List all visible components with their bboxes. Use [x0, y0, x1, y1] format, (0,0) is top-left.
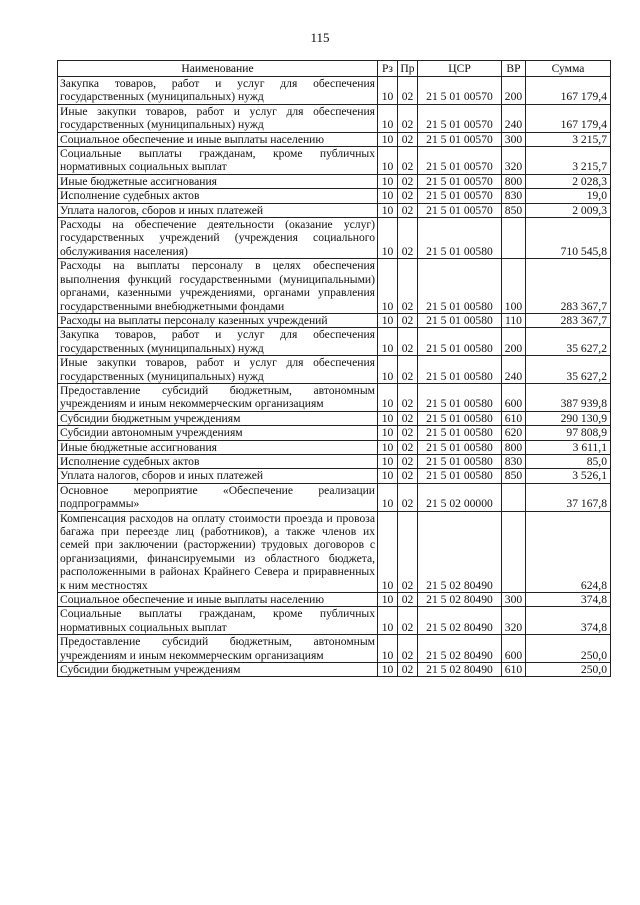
cell-pr: 02 — [398, 426, 418, 440]
table-row — [58, 259, 611, 314]
cell-vr: 320 — [502, 607, 526, 635]
cell-csr: 21 5 01 00580 — [418, 469, 502, 483]
cell-vr: 800 — [502, 440, 526, 454]
cell-name: Иные закупки товаров, работ и услуг для обеспечения государственных (муниципальных) нужд — [58, 356, 378, 384]
cell-name: Закупка товаров, работ и услуг для обеспечения государственных (муниципальных) нужд — [58, 328, 378, 356]
cell-csr: 21 5 02 80490 — [418, 593, 502, 607]
table-row — [58, 469, 611, 483]
header-pr: Пр — [398, 61, 418, 77]
cell-rz: 10 — [378, 663, 398, 677]
cell-name: Субсидии автономным учреждениям — [58, 426, 378, 440]
cell-csr: 21 5 02 80490 — [418, 607, 502, 635]
table-row — [58, 411, 611, 425]
cell-vr — [502, 511, 526, 592]
cell-sum: 3 526,1 — [526, 469, 611, 483]
cell-sum: 250,0 — [526, 635, 611, 663]
cell-csr: 21 5 01 00580 — [418, 454, 502, 468]
cell-rz: 10 — [378, 104, 398, 132]
cell-name: Исполнение судебных актов — [58, 454, 378, 468]
cell-rz: 10 — [378, 147, 398, 175]
cell-name: Иные бюджетные ассигнования — [58, 440, 378, 454]
cell-rz: 10 — [378, 189, 398, 203]
cell-pr: 02 — [398, 440, 418, 454]
budget-table — [57, 60, 611, 677]
table-row — [58, 454, 611, 468]
cell-rz: 10 — [378, 593, 398, 607]
cell-sum: 3 611,1 — [526, 440, 611, 454]
table-row — [58, 483, 611, 511]
cell-vr: 850 — [502, 203, 526, 217]
cell-pr: 02 — [398, 469, 418, 483]
cell-sum: 374,8 — [526, 607, 611, 635]
cell-rz: 10 — [378, 454, 398, 468]
table-row — [58, 132, 611, 146]
cell-pr: 02 — [398, 593, 418, 607]
cell-vr: 830 — [502, 189, 526, 203]
cell-sum: 290 130,9 — [526, 411, 611, 425]
cell-vr: 240 — [502, 356, 526, 384]
cell-rz: 10 — [378, 411, 398, 425]
cell-vr: 300 — [502, 132, 526, 146]
cell-pr: 02 — [398, 635, 418, 663]
cell-rz: 10 — [378, 77, 398, 105]
cell-csr: 21 5 02 80490 — [418, 511, 502, 592]
cell-rz: 10 — [378, 313, 398, 327]
table-row — [58, 218, 611, 259]
cell-csr: 21 5 02 00000 — [418, 483, 502, 511]
table-row — [58, 426, 611, 440]
cell-pr: 02 — [398, 328, 418, 356]
cell-csr: 21 5 01 00580 — [418, 383, 502, 411]
cell-sum: 35 627,2 — [526, 328, 611, 356]
cell-name: Расходы на выплаты персоналу казенных учреждений — [58, 313, 378, 327]
cell-sum: 374,8 — [526, 593, 611, 607]
cell-csr: 21 5 02 80490 — [418, 663, 502, 677]
cell-csr: 21 5 01 00570 — [418, 174, 502, 188]
cell-csr: 21 5 01 00570 — [418, 132, 502, 146]
cell-csr: 21 5 01 00570 — [418, 189, 502, 203]
cell-pr: 02 — [398, 259, 418, 314]
header-csr: ЦСР — [418, 61, 502, 77]
cell-name: Компенсация расходов на оплату стоимости проезда и провоза багажа при переезде лиц (работников), а также членов их семей при заключении (расторжении) трудовых договоров с организациями, финансируемыми из областного бюджета, расположенными в районах Крайнего Севера и приравненных к ним местностях — [58, 511, 378, 592]
cell-csr: 21 5 01 00580 — [418, 440, 502, 454]
cell-csr: 21 5 01 00570 — [418, 147, 502, 175]
cell-csr: 21 5 01 00580 — [418, 218, 502, 259]
table-row — [58, 356, 611, 384]
cell-vr: 600 — [502, 635, 526, 663]
cell-sum: 3 215,7 — [526, 147, 611, 175]
cell-vr: 110 — [502, 313, 526, 327]
cell-sum: 387 939,8 — [526, 383, 611, 411]
cell-pr: 02 — [398, 607, 418, 635]
cell-sum: 2 028,3 — [526, 174, 611, 188]
cell-vr: 600 — [502, 383, 526, 411]
cell-pr: 02 — [398, 383, 418, 411]
cell-csr: 21 5 02 80490 — [418, 635, 502, 663]
cell-pr: 02 — [398, 663, 418, 677]
cell-rz: 10 — [378, 218, 398, 259]
table-row — [58, 77, 611, 105]
cell-vr: 240 — [502, 104, 526, 132]
table-row — [58, 174, 611, 188]
cell-rz: 10 — [378, 259, 398, 314]
table-row — [58, 511, 611, 592]
cell-sum: 283 367,7 — [526, 259, 611, 314]
cell-name: Социальное обеспечение и иные выплаты населению — [58, 593, 378, 607]
cell-sum: 2 009,3 — [526, 203, 611, 217]
table-row — [58, 189, 611, 203]
cell-name: Расходы на выплаты персоналу в целях обеспечения выполнения функций государственными (муниципальными) органами, казенными учреждениями, органами управления государственными внебюджетными фондами — [58, 259, 378, 314]
cell-pr: 02 — [398, 411, 418, 425]
cell-csr: 21 5 01 00570 — [418, 77, 502, 105]
cell-pr: 02 — [398, 104, 418, 132]
cell-sum: 35 627,2 — [526, 356, 611, 384]
cell-rz: 10 — [378, 383, 398, 411]
page-number: 115 — [310, 30, 330, 45]
cell-rz: 10 — [378, 328, 398, 356]
cell-sum: 624,8 — [526, 511, 611, 592]
cell-sum: 167 179,4 — [526, 77, 611, 105]
cell-pr: 02 — [398, 483, 418, 511]
cell-csr: 21 5 01 00580 — [418, 313, 502, 327]
cell-vr: 100 — [502, 259, 526, 314]
cell-pr: 02 — [398, 77, 418, 105]
cell-name: Предоставление субсидий бюджетным, автономным учреждениям и иным некоммерческим организациям — [58, 383, 378, 411]
cell-csr: 21 5 01 00580 — [418, 259, 502, 314]
cell-name: Основное мероприятие «Обеспечение реализации подпрограммы» — [58, 483, 378, 511]
cell-name: Расходы на обеспечение деятельности (оказание услуг) государственных учреждений (учреждения социального обслуживания населения) — [58, 218, 378, 259]
cell-csr: 21 5 01 00570 — [418, 203, 502, 217]
cell-vr: 850 — [502, 469, 526, 483]
cell-csr: 21 5 01 00580 — [418, 328, 502, 356]
cell-pr: 02 — [398, 313, 418, 327]
cell-name: Уплата налогов, сборов и иных платежей — [58, 469, 378, 483]
cell-vr: 610 — [502, 663, 526, 677]
cell-sum: 85,0 — [526, 454, 611, 468]
cell-pr: 02 — [398, 147, 418, 175]
table-row — [58, 203, 611, 217]
cell-name: Уплата налогов, сборов и иных платежей — [58, 203, 378, 217]
cell-rz: 10 — [378, 511, 398, 592]
cell-vr: 830 — [502, 454, 526, 468]
cell-csr: 21 5 01 00580 — [418, 426, 502, 440]
cell-name: Иные закупки товаров, работ и услуг для обеспечения государственных (муниципальных) нужд — [58, 104, 378, 132]
cell-pr: 02 — [398, 454, 418, 468]
table-row — [58, 607, 611, 635]
cell-vr: 300 — [502, 593, 526, 607]
cell-rz: 10 — [378, 607, 398, 635]
table-row — [58, 383, 611, 411]
cell-name: Предоставление субсидий бюджетным, автономным учреждениям и иным некоммерческим организациям — [58, 635, 378, 663]
table-row — [58, 593, 611, 607]
cell-vr: 200 — [502, 328, 526, 356]
cell-sum: 37 167,8 — [526, 483, 611, 511]
cell-vr: 320 — [502, 147, 526, 175]
table-row — [58, 147, 611, 175]
cell-vr — [502, 218, 526, 259]
cell-pr: 02 — [398, 132, 418, 146]
header-name: Наименование — [58, 61, 378, 77]
cell-rz: 10 — [378, 174, 398, 188]
cell-rz: 10 — [378, 356, 398, 384]
header-rz: Рз — [378, 61, 398, 77]
cell-name: Социальные выплаты гражданам, кроме публичных нормативных социальных выплат — [58, 147, 378, 175]
cell-pr: 02 — [398, 189, 418, 203]
cell-rz: 10 — [378, 203, 398, 217]
table-row — [58, 104, 611, 132]
table-row — [58, 328, 611, 356]
cell-rz: 10 — [378, 483, 398, 511]
cell-name: Исполнение судебных актов — [58, 189, 378, 203]
cell-sum: 283 367,7 — [526, 313, 611, 327]
cell-vr: 200 — [502, 77, 526, 105]
cell-pr: 02 — [398, 511, 418, 592]
cell-csr: 21 5 01 00570 — [418, 104, 502, 132]
cell-name: Субсидии бюджетным учреждениям — [58, 663, 378, 677]
table-row — [58, 440, 611, 454]
cell-sum: 250,0 — [526, 663, 611, 677]
cell-name: Закупка товаров, работ и услуг для обеспечения государственных (муниципальных) нужд — [58, 77, 378, 105]
cell-name: Социальное обеспечение и иные выплаты населению — [58, 132, 378, 146]
cell-vr: 800 — [502, 174, 526, 188]
header-sum: Сумма — [526, 61, 611, 77]
cell-rz: 10 — [378, 635, 398, 663]
cell-sum: 3 215,7 — [526, 132, 611, 146]
cell-vr — [502, 483, 526, 511]
cell-sum: 19,0 — [526, 189, 611, 203]
cell-vr: 610 — [502, 411, 526, 425]
table-header-row — [58, 61, 611, 77]
cell-sum: 97 808,9 — [526, 426, 611, 440]
header-vr: ВР — [502, 61, 526, 77]
cell-vr: 620 — [502, 426, 526, 440]
cell-pr: 02 — [398, 356, 418, 384]
cell-pr: 02 — [398, 203, 418, 217]
cell-csr: 21 5 01 00580 — [418, 356, 502, 384]
cell-rz: 10 — [378, 440, 398, 454]
cell-name: Иные бюджетные ассигнования — [58, 174, 378, 188]
cell-rz: 10 — [378, 469, 398, 483]
cell-pr: 02 — [398, 218, 418, 259]
table-row — [58, 663, 611, 677]
cell-sum: 167 179,4 — [526, 104, 611, 132]
cell-rz: 10 — [378, 426, 398, 440]
table-row — [58, 635, 611, 663]
cell-rz: 10 — [378, 132, 398, 146]
cell-sum: 710 545,8 — [526, 218, 611, 259]
cell-name: Социальные выплаты гражданам, кроме публичных нормативных социальных выплат — [58, 607, 378, 635]
table-row — [58, 313, 611, 327]
cell-csr: 21 5 01 00580 — [418, 411, 502, 425]
cell-pr: 02 — [398, 174, 418, 188]
cell-name: Субсидии бюджетным учреждениям — [58, 411, 378, 425]
